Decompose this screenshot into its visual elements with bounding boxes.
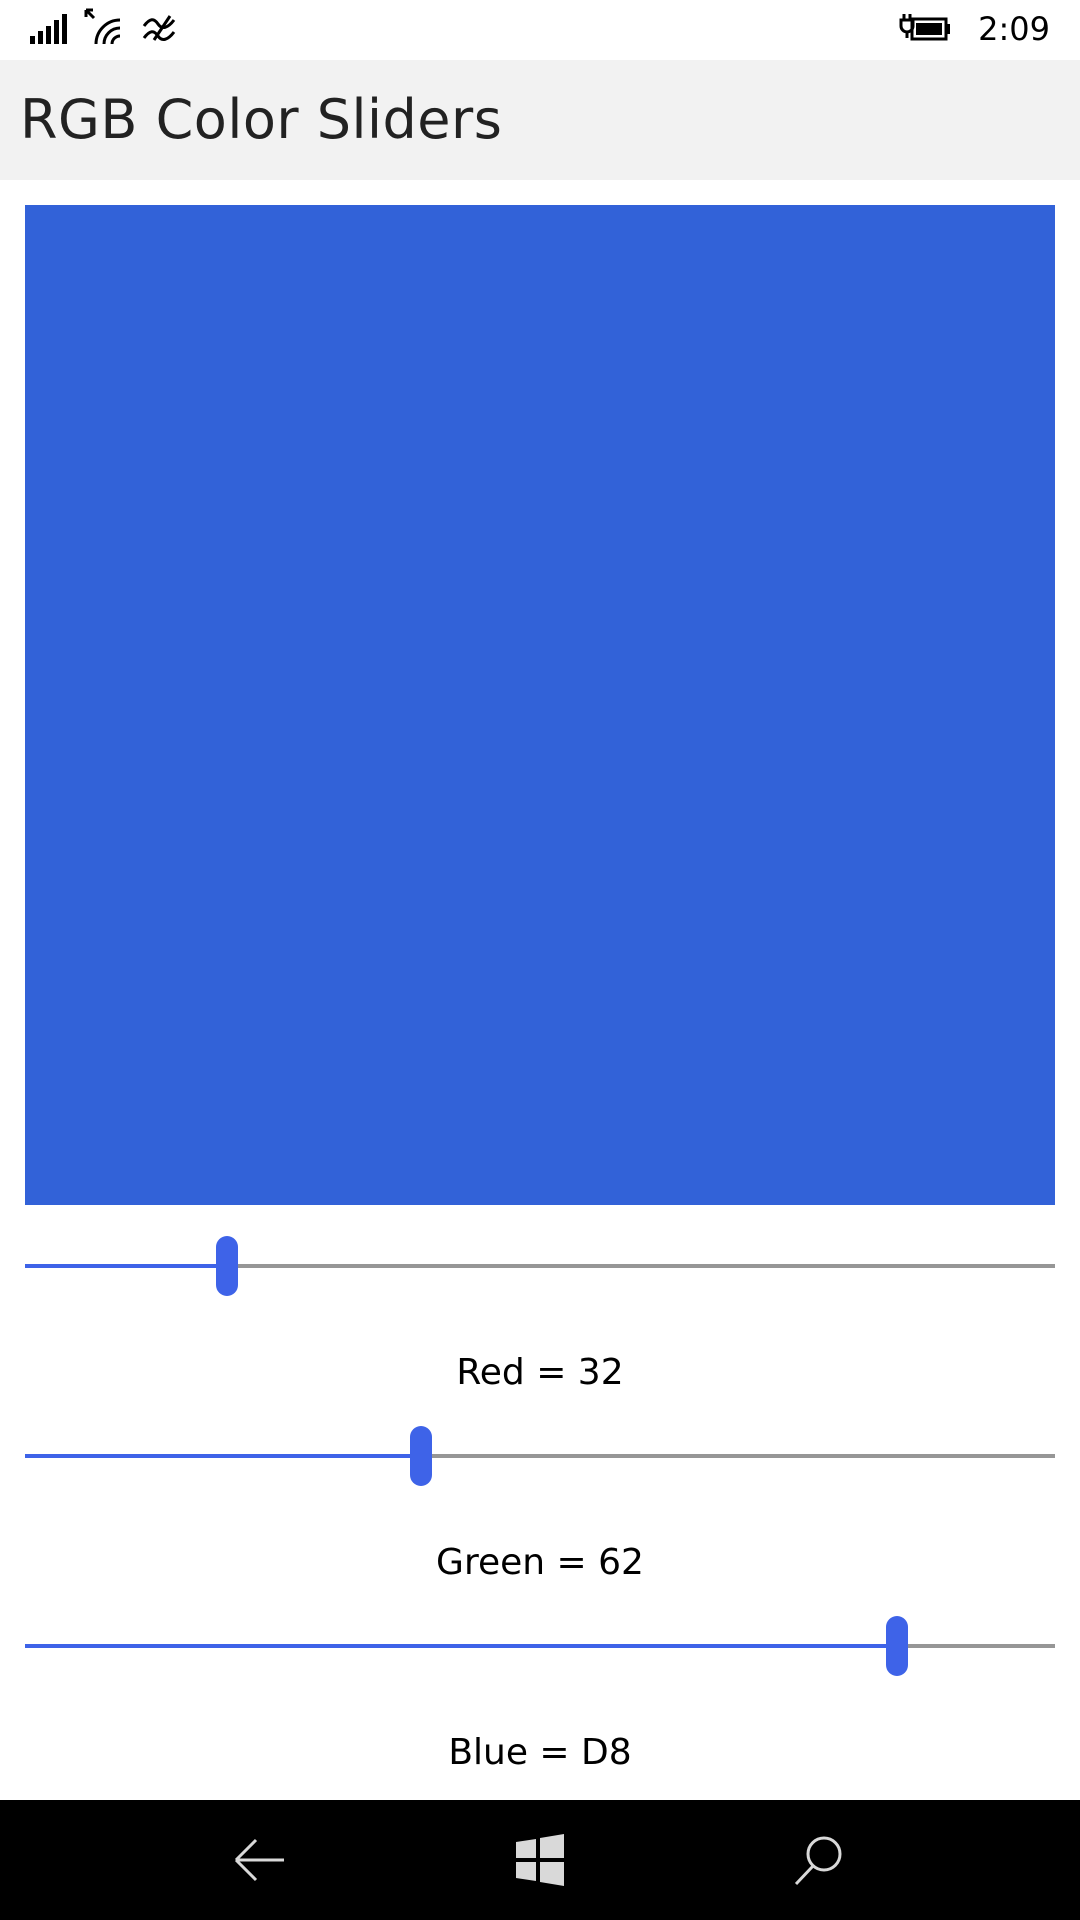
green-value-label: Green = 62 [436, 1542, 644, 1583]
windows-start-icon[interactable] [510, 1830, 570, 1890]
blue-value-label: Blue = D8 [448, 1732, 632, 1773]
app-header [0, 60, 1080, 180]
color-preview-swatch [25, 205, 1055, 1205]
back-icon[interactable] [230, 1830, 290, 1890]
signal-strength-icon [30, 14, 70, 44]
blue-slider-thumb[interactable] [886, 1616, 908, 1676]
blue-slider[interactable] [25, 1616, 1055, 1676]
red-slider[interactable] [25, 1236, 1055, 1296]
search-icon[interactable] [790, 1830, 850, 1890]
page-title: RGB Color Sliders [20, 88, 503, 151]
green-slider-fill [25, 1454, 421, 1458]
wifi-icon [84, 8, 124, 46]
red-value-label: Red = 32 [456, 1352, 624, 1393]
system-nav-bar [0, 1800, 1080, 1920]
red-slider-fill [25, 1264, 227, 1268]
battery-charging-icon [896, 12, 952, 44]
data-sense-icon [142, 14, 178, 42]
green-slider[interactable] [25, 1426, 1055, 1486]
green-slider-thumb[interactable] [410, 1426, 432, 1486]
status-clock: 2:09 [978, 10, 1050, 48]
blue-slider-fill [25, 1644, 897, 1648]
status-bar [0, 0, 1080, 60]
red-slider-thumb[interactable] [216, 1236, 238, 1296]
